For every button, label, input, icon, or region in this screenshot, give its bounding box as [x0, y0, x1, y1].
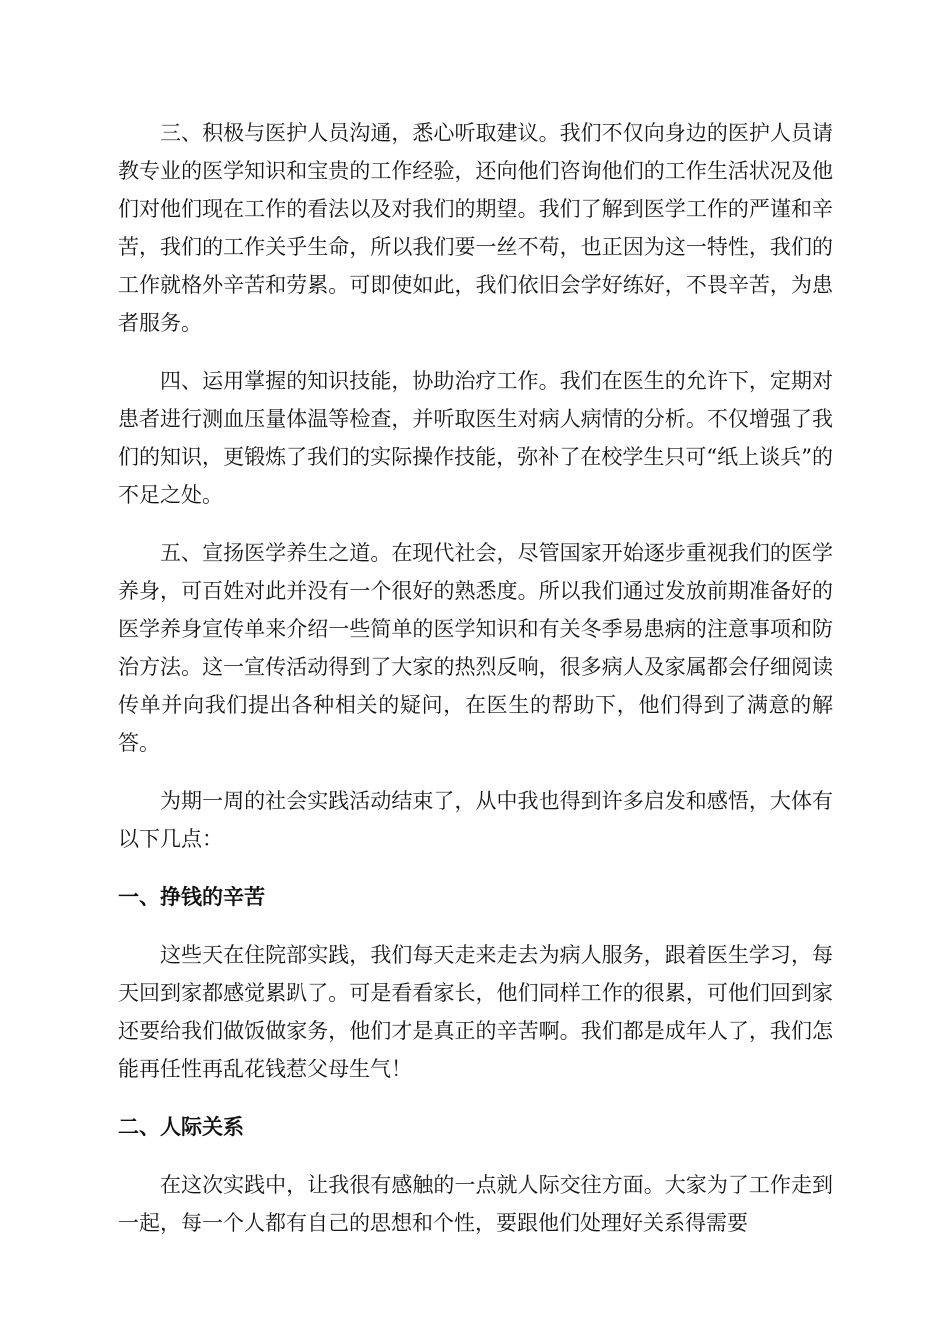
- paragraph-relationships: 在这次实践中，让我很有感触的一点就人际交往方面。大家为了工作走到一起，每一个人都有自己的思想和个性，要跟他们处理好关系得需要: [118, 1173, 833, 1235]
- document-body: [118, 114, 833, 1262]
- paragraph-assist-treatment: 四、运用掌握的知识技能，协助治疗工作。我们在医生的允许下，定期对患者进行测血压量体温等检查，并听取医生对病人病情的分析。不仅增强了我们的知识，更锻炼了我们的实际操作技能，弥补了在校学生只可“纸上谈兵”的不足之处。: [118, 369, 833, 507]
- paragraph-communication: 三、积极与医护人员沟通，悉心听取建议。我们不仅向身边的医护人员请教专业的医学知识和宝贵的工作经验，还向他们咨询他们的工作生活状况及他们对他们现在工作的看法以及对我们的期望。我们了解到医学工作的严谨和辛苦，我们的工作关乎生命，所以我们要一丝不苟，也正因为这一特性，我们的工作就格外辛苦和劳累。可即使如此，我们依旧会学好练好，不畏辛苦，为患者服务。: [118, 121, 833, 335]
- paragraph-summary: 为期一周的社会实践活动结束了，从中我也得到许多启发和感悟，大体有以下几点：: [118, 789, 833, 851]
- paragraph-health-promotion: 五、宣扬医学养生之道。在现代社会，尽管国家开始逐步重视我们的医学养身，可百姓对此并没有一个很好的熟悉度。所以我们通过发放前期准备好的医学养身宣传单来介绍一些简单的医学知识和有关冬季易患病的注意事项和防治方法。这一宣传活动得到了大家的热烈反响，很多病人及家属都会仔细阅读传单并向我们提出各种相关的疑问，在医生的帮助下，他们得到了满意的解答。: [118, 541, 833, 755]
- heading-relationships: 二、人际关系: [118, 1115, 244, 1139]
- paragraph-earning-hardship: 这些天在住院部实践，我们每天走来走去为病人服务，跟着医生学习，每天回到家都感觉累趴了。可是看看家长，他们同样工作的很累，可他们回到家还要给我们做饭做家务，他们才是真正的辛苦啊。我们都是成年人了，我们怎能再任性再乱花钱惹父母生气！: [118, 943, 833, 1081]
- heading-earning-hardship: 一、挣钱的辛苦: [118, 885, 265, 909]
